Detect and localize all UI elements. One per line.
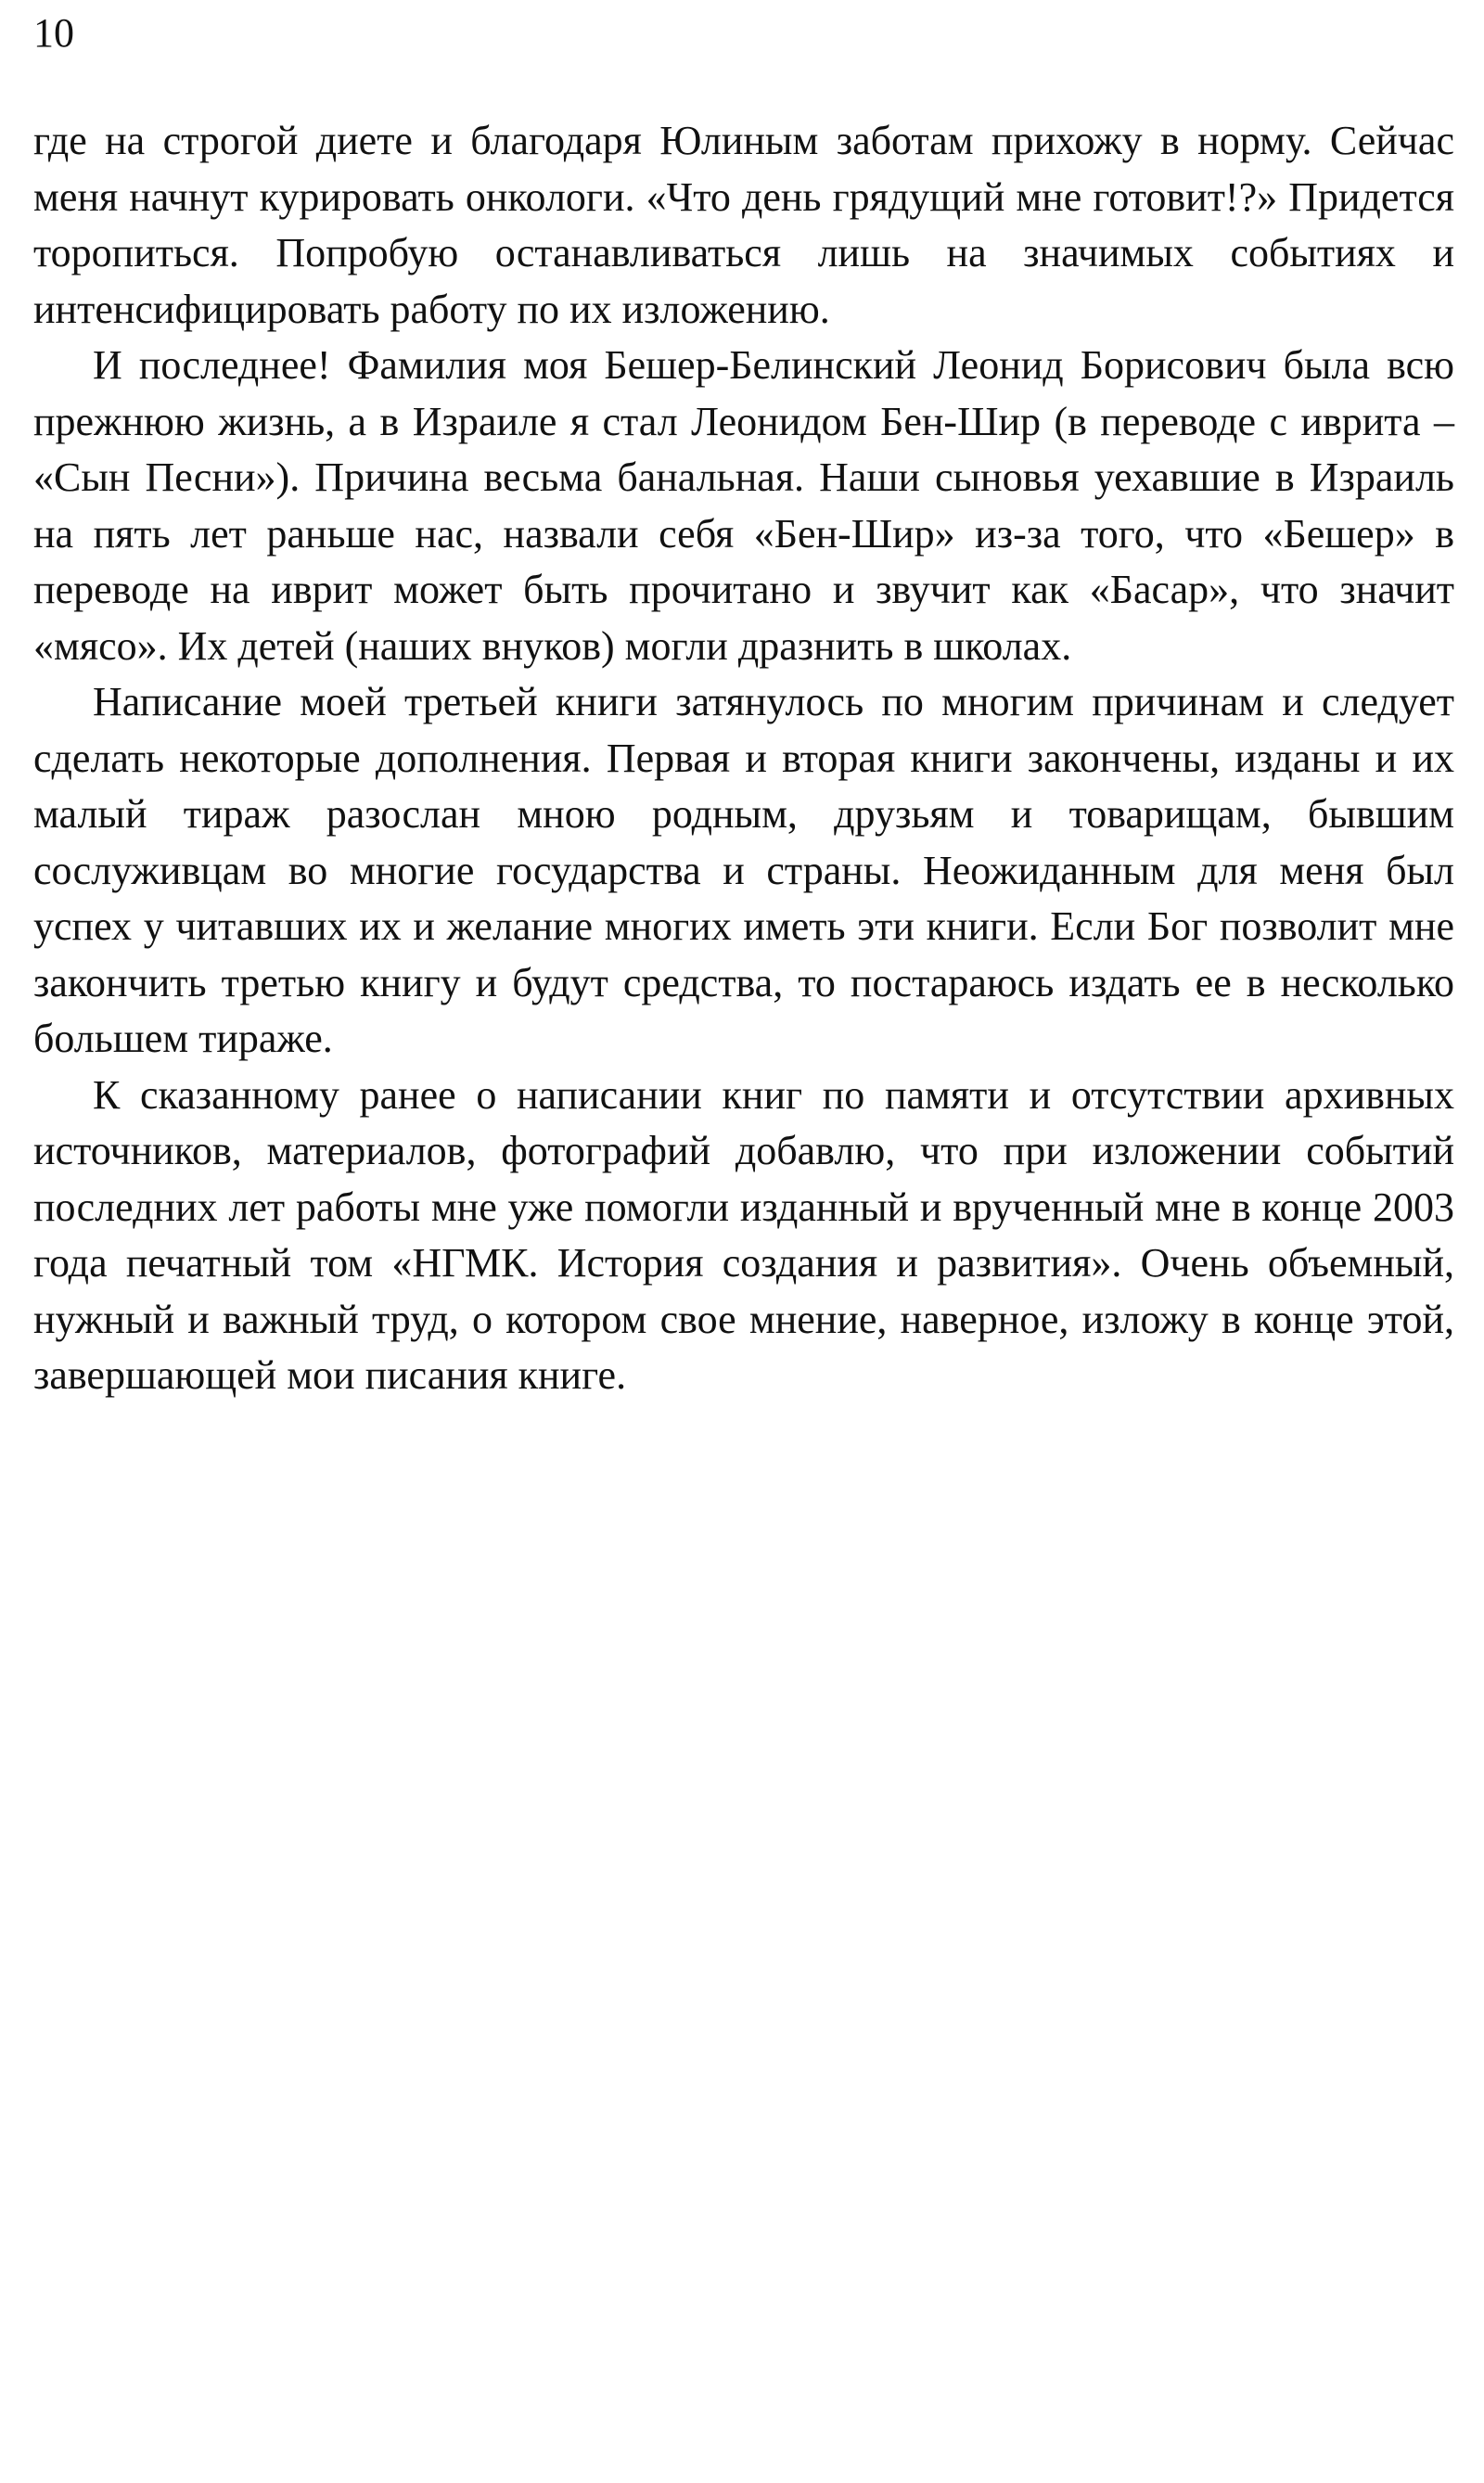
paragraph-sources: К сказанному ранее о написании книг по памяти и отсутствии архивных источников, материалов, фотографий добавлю, что при изложении событий последних лет работы мне уже помогли изданный и врученный мне в конце 2003 года печатный том «НГМК. История создания и развития». Очень объемный, нужный и важный труд, о котором свое мнение, наверное, изложу в конце этой, завершающей мои писания книге. [33,1071,1454,1398]
body-text [33,113,1454,1404]
paragraph-continuation: где на строгой диете и благодаря Юлиным заботам прихожу в норму. Сейчас меня начнут курировать онкологи. «Что день грядущий мне готовит!?» Придется торопиться. Попробую останавливаться лишь на значимых событиях и интенсифицировать работу по их изложению. [33,118,1454,332]
paragraph-surname: И последнее! Фамилия моя Бешер-Белинский Леонид Борисович была всю прежнюю жизнь, а в Израиле я стал Леонидом Бен-Шир (в переводе с иврита – «Сын Песни»). Причина весьма банальная. Наши сыновья уехавшие в Израиль на пять лет раньше нас, назвали себя «Бен-Шир» из-за того, что «Бешер» в переводе на иврит может быть прочитано и звучит как «Басар», что значит «мясо». Их детей (наших внуков) могли дразнить в школах. [33,342,1454,669]
page-number: 10 [33,10,74,56]
paragraph-third-book: Написание моей третьей книги затянулось по многим причинам и следует сделать некоторые дополнения. Первая и вторая книги закончены, изданы и их малый тираж разослан мною родным, друзьям и товарищам, бывшим сослуживцам во многие государства и страны. Неожиданным для меня был успех у читавших их и желание многих иметь эти книги. Если Бог позволит мне закончить третью книгу и будут средства, то постараюсь издать ее в несколько большем тираже. [33,679,1454,1061]
